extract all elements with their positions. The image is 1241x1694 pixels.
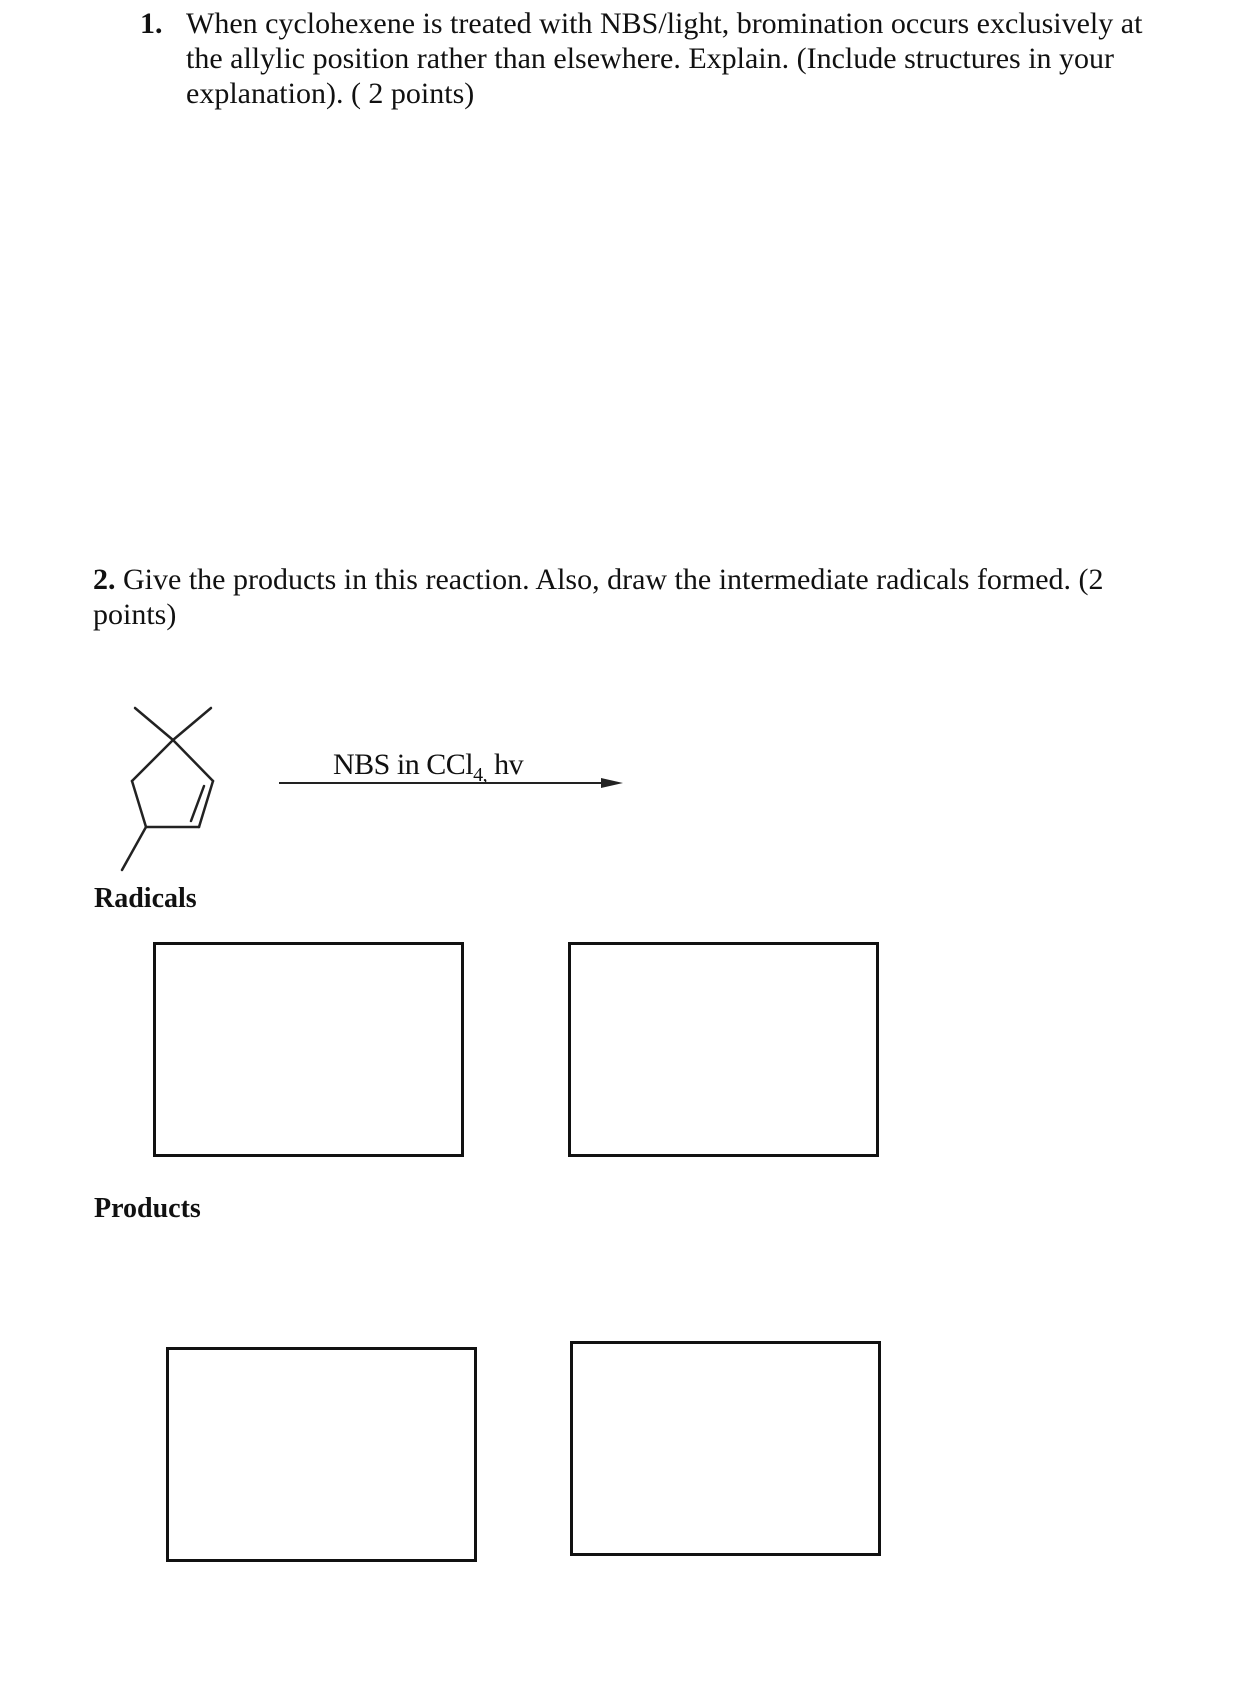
products-label: Products: [94, 1193, 201, 1224]
reagent-prefix: NBS in CCl: [333, 748, 474, 781]
starting-material-structure: [100, 700, 230, 880]
question-2-number: 2.: [93, 563, 116, 596]
question-2-text: Give the products in this reaction. Also, draw the intermediate radicals formed. (2 points): [93, 563, 1104, 631]
product-answer-box-1[interactable]: [166, 1347, 477, 1562]
reagent-subscript: 4,: [473, 764, 488, 786]
reagent-suffix: hv: [487, 748, 524, 781]
product-answer-box-2[interactable]: [570, 1341, 881, 1556]
question-1-text: When cyclohexene is treated with NBS/light, bromination occurs exclusively at the allylic position rather than elsewhere. Explain. (Include structures in your explanation). ( 2 points): [186, 7, 1143, 110]
reaction-arrow: [275, 776, 635, 790]
radical-answer-box-1[interactable]: [153, 942, 464, 1157]
radicals-label: Radicals: [94, 883, 197, 914]
radical-answer-box-2[interactable]: [568, 942, 879, 1157]
question-1-number: 1.: [140, 7, 163, 40]
reaction-conditions: [275, 748, 635, 798]
question-2: [93, 562, 1133, 632]
question-1: [140, 6, 1160, 111]
